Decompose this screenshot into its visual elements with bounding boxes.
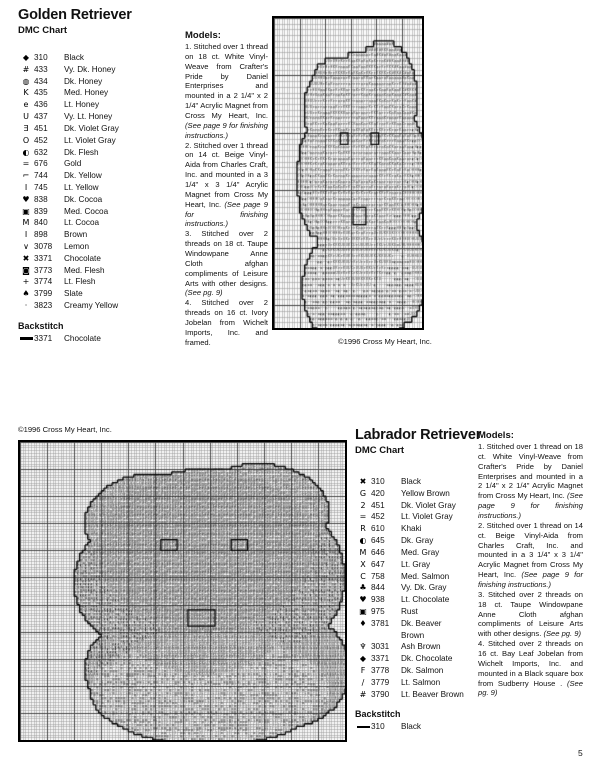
legend-color-name: Lt. Violet Gray (64, 135, 116, 145)
legend-dmc-number: 3779 (371, 677, 390, 687)
legend-color-name: Dk. Violet Gray (401, 500, 456, 510)
legend-color-name: Med. Gray (401, 547, 440, 557)
legend-symbol-icon: K (23, 88, 29, 98)
legend-symbol-icon: e (23, 100, 29, 110)
labrador-subtitle: DMC Chart (355, 445, 405, 457)
golden-models-text (185, 42, 268, 348)
labrador-models-block (478, 430, 583, 698)
legend-dmc-number: 310 (34, 53, 48, 62)
legend-symbol-icon: G (359, 488, 367, 498)
legend-dmc-number: 844 (371, 583, 385, 593)
legend-symbol-icon: # (359, 689, 367, 699)
legend-dmc-number: 647 (371, 559, 385, 569)
legend-dmc-number: 3773 (34, 265, 53, 275)
legend-color-name: Lt. Beaver Brown (401, 689, 464, 699)
golden-backstitch-name: Chocolate (64, 333, 101, 343)
backstitch-line-icon (18, 337, 34, 340)
legend-dmc-number: 744 (34, 171, 48, 181)
labrador-backstitch-heading: Backstitch (355, 709, 401, 720)
models-paragraph: 4. Stitched over 2 threads on 16 ct. Bay Leaf Jobelan from Wichelt Imports, Inc. and mounted in a Black square box from Sudberry House . (See pg. 9) (478, 639, 583, 698)
labrador-title: Labrador Retriever (355, 427, 482, 443)
legend-row (18, 276, 178, 288)
golden-retriever-heading (18, 8, 168, 36)
legend-symbol-icon: ◐ (359, 536, 367, 546)
legend-row (18, 206, 178, 218)
legend-symbol-icon: ▣ (359, 606, 367, 616)
legend-dmc-number: 437 (34, 112, 48, 122)
legend-color-name: Med. Salmon (401, 571, 450, 581)
legend-color-name: Lt. Gray (401, 559, 431, 569)
labrador-backstitch-number: 310 (371, 722, 385, 732)
legend-dmc-number: 434 (34, 76, 48, 86)
legend-symbol-icon: ✖ (22, 253, 30, 263)
legend-dmc-number: 938 (371, 595, 385, 605)
legend-symbol-icon: ♣ (359, 583, 367, 593)
legend-color-name-cont: Brown (401, 630, 425, 640)
legend-color-name: Dk. Salmon (401, 666, 444, 675)
legend-dmc-number: 435 (34, 88, 48, 98)
legend-color-name: Dk. Honey (64, 76, 103, 86)
legend-dmc-number: 758 (371, 571, 385, 581)
legend-dmc-number: 975 (371, 606, 385, 616)
legend-symbol-icon: 2 (360, 500, 366, 510)
golden-models-heading: Models: (185, 30, 221, 41)
legend-symbol-icon: ∕ (361, 677, 365, 687)
legend-dmc-number: 420 (371, 488, 385, 498)
legend-dmc-number: 3371 (371, 654, 390, 664)
legend-symbol-icon: = (22, 159, 30, 169)
legend-color-name: Brown (64, 230, 88, 240)
legend-symbol-icon: M (359, 547, 367, 557)
legend-symbol-icon: Ǝ (23, 123, 29, 133)
golden-legend (18, 52, 178, 343)
legend-color-name: Chocolate (64, 253, 101, 263)
labrador-models-heading: Models: (478, 430, 514, 441)
legend-color-name: Vy. Lt. Honey (64, 112, 113, 122)
legend-color-name: Dk. Flesh (64, 147, 99, 157)
legend-dmc-number: 3823 (34, 301, 53, 311)
models-paragraph: 2. Stitched over 1 thread on 14 ct. Beige Vinyl-Aida from Charles Craft, Inc. and mounted in a 3 1/4" x 3 1/4" Acrylic Magnet from Cross My Heart, Inc. (See page 9 for finishing instructions.) (185, 140, 268, 229)
models-paragraph: 3. Stitched over 2 threads on 18 ct. Taupe Windowpane Anne Cloth afghan compliments of Leisure Arts with other designs. (See pg. 9) (185, 229, 268, 298)
legend-symbol-icon: ▣ (22, 206, 30, 216)
legend-symbol-icon: C (360, 571, 366, 581)
legend-symbol-icon: ⌐ (22, 171, 30, 181)
legend-dmc-number: 3778 (371, 666, 390, 675)
legend-color-name: Rust (401, 606, 418, 616)
golden-retriever-chart (272, 16, 424, 330)
legend-row (18, 64, 178, 76)
page-title: Golden Retriever (18, 7, 132, 23)
golden-backstitch-row (18, 334, 178, 343)
legend-color-name: Black (401, 477, 422, 486)
legend-color-name: Khaki (401, 524, 422, 534)
legend-dmc-number: 745 (34, 182, 48, 192)
golden-legend-rows (18, 52, 178, 312)
legend-symbol-icon: ◆ (22, 53, 30, 62)
golden-models-block (185, 30, 268, 348)
legend-symbol-icon: R (360, 524, 366, 534)
legend-color-name: Lt. Salmon (401, 677, 441, 687)
legend-dmc-number: 3799 (34, 289, 53, 299)
legend-row (18, 265, 178, 277)
legend-row (18, 241, 178, 253)
legend-row (18, 194, 178, 206)
legend-dmc-number: 3790 (371, 689, 390, 699)
legend-symbol-icon: U (23, 112, 29, 122)
legend-color-name: Dk. Beaver (401, 618, 442, 628)
backstitch-line-icon (355, 726, 371, 729)
legend-symbol-icon: I (24, 182, 28, 192)
legend-dmc-number: 433 (34, 64, 48, 74)
legend-dmc-number: 451 (34, 123, 48, 133)
legend-color-name: Dk. Yellow (64, 171, 102, 181)
legend-color-name: Dk. Cocoa (64, 194, 103, 204)
legend-symbol-icon: · (24, 301, 28, 311)
legend-color-name: Black (64, 53, 85, 62)
legend-row (18, 52, 178, 64)
legend-color-name: Dk. Chocolate (401, 654, 453, 664)
legend-color-name: Lt. Honey (64, 100, 100, 110)
legend-dmc-number: 310 (371, 477, 385, 486)
legend-dmc-number: 645 (371, 536, 385, 546)
legend-row (18, 300, 178, 312)
legend-symbol-icon: ♦ (359, 618, 367, 628)
golden-backstitch-number: 3371 (34, 333, 53, 343)
legend-dmc-number: 3078 (34, 242, 53, 251)
legend-row (18, 182, 178, 194)
legend-symbol-icon: ◙ (22, 265, 30, 275)
legend-dmc-number: 610 (371, 524, 385, 534)
legend-dmc-number: 838 (34, 194, 48, 204)
models-paragraph: 1. Stitched over 1 thread on 18 ct. White Vinyl-Weave from Crafter's Pride by Daniel Enterprises and mounted in a 2 1/4" x 2 1/4" Acrylic Magnet from Cross My Heart, Inc. (See page 9 for finishing instructions.) (185, 42, 268, 140)
legend-color-name: Vy. Dk. Honey (64, 64, 116, 74)
models-paragraph: 2. Stitched over 1 thread on 14 ct. Beige Vinyl-Aida from Charles Craft, Inc. and mounted in a 3 1/4" x 3 1/4" Acrylic Magnet from Cross My Heart, Inc. (See page 9 for finishing instructions.) (478, 520, 583, 590)
legend-symbol-icon: ♥ (22, 194, 30, 204)
legend-color-name: Ash Brown (401, 642, 441, 652)
legend-color-name: Lt. Violet Gray (401, 512, 453, 522)
legend-symbol-icon: M (22, 218, 30, 228)
legend-symbol-icon: ◐ (22, 147, 30, 157)
legend-dmc-number: 839 (34, 206, 48, 216)
legend-dmc-number: 632 (34, 147, 48, 157)
legend-row (18, 217, 178, 229)
legend-row (18, 135, 178, 147)
legend-symbol-icon: ♥ (359, 595, 367, 605)
legend-color-name: Lt. Chocolate (401, 595, 450, 605)
legend-symbol-icon: ◍ (22, 76, 30, 86)
legend-dmc-number: 436 (34, 100, 48, 110)
legend-symbol-icon: F (360, 666, 366, 675)
legend-symbol-icon: # (22, 64, 30, 74)
legend-dmc-number: 898 (34, 230, 48, 240)
labrador-backstitch-name: Black (401, 722, 422, 732)
legend-symbol-icon: ♠ (22, 289, 30, 299)
legend-color-name: Dk. Gray (401, 536, 434, 546)
legend-row (18, 123, 178, 135)
legend-color-name: Gold (64, 159, 82, 169)
labrador-backstitch-row (355, 722, 505, 731)
legend-row (18, 158, 178, 170)
legend-dmc-number: 646 (371, 547, 385, 557)
copyright-bottom: ©1996 Cross My Heart, Inc. (18, 425, 112, 434)
legend-symbol-icon: ◆ (359, 654, 367, 664)
legend-dmc-number: 452 (371, 512, 385, 522)
legend-dmc-number: 451 (371, 500, 385, 510)
legend-dmc-number: 452 (34, 135, 48, 145)
legend-row (18, 229, 178, 241)
legend-symbol-icon: ∨ (23, 242, 29, 251)
legend-row (18, 111, 178, 123)
models-paragraph: 4. Stitched over 2 threads on 16 ct. Ivory Jobelan from Wichelt Imports, Inc. and framed. (185, 298, 268, 347)
legend-symbol-icon: ✖ (359, 477, 367, 486)
golden-backstitch-heading: Backstitch (18, 320, 64, 331)
legend-symbol-icon: I (24, 230, 28, 240)
legend-symbol-icon: + (22, 277, 30, 287)
legend-color-name: Lemon (64, 242, 90, 251)
legend-row (18, 288, 178, 300)
legend-dmc-number: 3781 (371, 618, 390, 628)
legend-row (18, 87, 178, 99)
models-paragraph: 3. Stitched over 2 threads on 18 ct. Taupe Windowpane Anne Cloth afghan compliments of Leisure Arts with other designs. (See pg. 9) (478, 589, 583, 639)
legend-color-name: Lt. Yellow (64, 182, 99, 192)
legend-row (18, 147, 178, 159)
legend-color-name: Med. Cocoa (64, 206, 109, 216)
legend-color-name: Med. Honey (64, 88, 109, 98)
legend-color-name: Slate (64, 289, 83, 299)
legend-dmc-number: 3031 (371, 642, 390, 652)
legend-dmc-number: 840 (34, 218, 48, 228)
legend-row (18, 253, 178, 265)
legend-color-name: Dk. Violet Gray (64, 123, 119, 133)
models-paragraph: 1. Stitched over 1 thread on 18 ct. White Vinyl-Weave from Crafter's Pride by Daniel Enterprises and mounted in a 2 1/4" x 2 1/4" Acrylic Magnet from Cross My Heart, Inc. (See page 9 for finishing instructions.) (478, 442, 583, 521)
legend-row (18, 76, 178, 88)
golden-subtitle: DMC Chart (18, 25, 68, 37)
legend-color-name: Lt. Flesh (64, 277, 96, 287)
legend-symbol-icon: ♆ (359, 642, 367, 652)
legend-color-name: Creamy Yellow (64, 301, 119, 311)
legend-color-name: Lt. Cocoa (64, 218, 100, 228)
legend-color-name: Yellow Brown (401, 488, 450, 498)
legend-row (18, 170, 178, 182)
legend-dmc-number: 676 (34, 159, 48, 169)
legend-symbol-icon: O (22, 135, 30, 145)
legend-color-name: Med. Flesh (64, 265, 105, 275)
legend-color-name: Vy. Dk. Gray (401, 583, 447, 593)
page-number: 5 (578, 748, 583, 758)
copyright-top: ©1996 Cross My Heart, Inc. (338, 337, 432, 346)
legend-row (18, 99, 178, 111)
labrador-retriever-chart (18, 440, 347, 742)
legend-symbol-icon: = (359, 512, 367, 522)
legend-dmc-number: 3371 (34, 253, 53, 263)
labrador-models-text (478, 442, 583, 698)
legend-symbol-icon: X (360, 559, 366, 569)
legend-dmc-number: 3774 (34, 277, 53, 287)
